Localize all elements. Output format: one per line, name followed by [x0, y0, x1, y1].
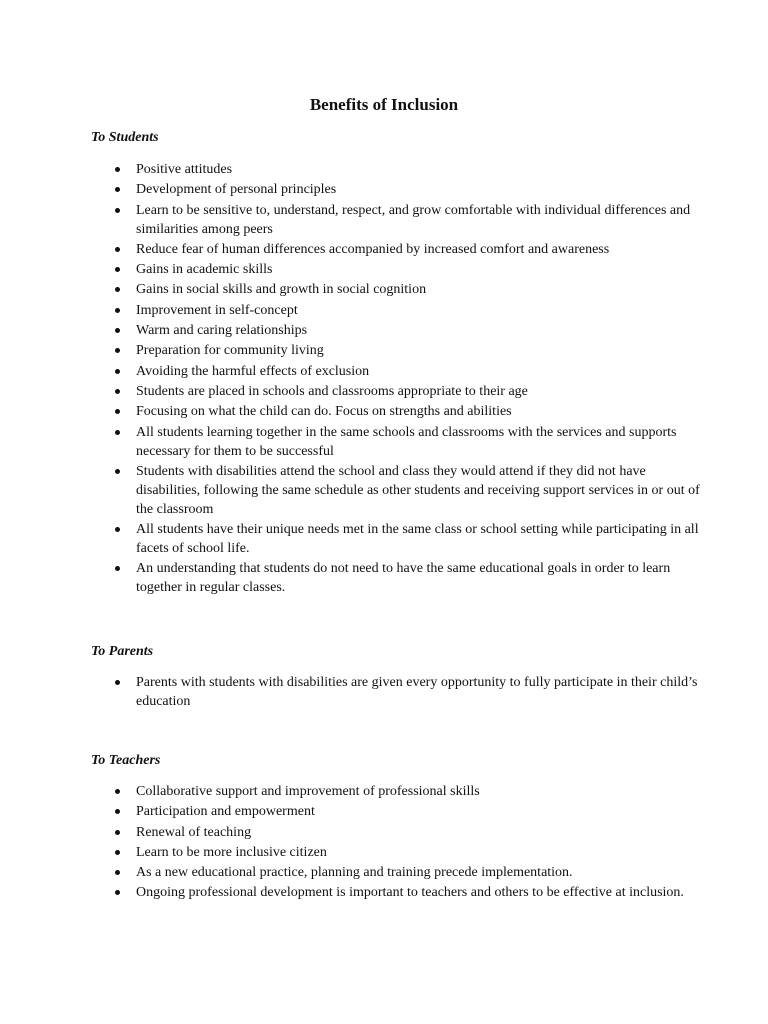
- list-item: [0, 423, 700, 461]
- parents-benefits-list: [0, 673, 700, 712]
- bullet-icon: [115, 870, 120, 875]
- list-item: [0, 260, 700, 279]
- list-item: [0, 201, 700, 239]
- bullet-icon: [115, 247, 120, 252]
- list-item-text: Students are placed in schools and classrooms appropriate to their age: [136, 383, 528, 399]
- list-item: [0, 402, 700, 421]
- bullet-icon: [115, 830, 120, 835]
- section-heading-parents: To Parents: [91, 644, 154, 659]
- page-title: Benefits of Inclusion: [309, 95, 459, 114]
- list-item: [0, 280, 700, 299]
- bullet-icon: [115, 267, 120, 272]
- list-item: [0, 321, 700, 340]
- list-item-text: Focusing on what the child can do. Focus on strengths and abilities: [136, 404, 512, 420]
- list-item-text: Positive attitudes: [136, 162, 233, 177]
- list-item: [0, 362, 700, 381]
- list-item: [0, 802, 700, 821]
- section-heading-teachers: To Teachers: [91, 753, 161, 768]
- list-item: [0, 559, 700, 597]
- list-item-text: All students learning together in the same schools and classrooms with the services and supports necessary for them to be successful: [136, 424, 677, 459]
- bullet-icon: [115, 389, 120, 394]
- bullet-icon: [115, 328, 120, 333]
- list-item-text: An understanding that students do not need to have the same educational goals in order to learn together in regular classes.: [136, 561, 671, 596]
- list-item: [0, 782, 700, 801]
- list-item-text: As a new educational practice, planning and training precede implementation.: [136, 865, 573, 881]
- bullet-icon: [115, 809, 120, 814]
- list-item: [0, 301, 700, 320]
- list-item-text: Participation and empowerment: [136, 804, 315, 820]
- bullet-icon: [115, 789, 120, 794]
- list-item-text: Reduce fear of human differences accompanied by increased comfort and awareness: [136, 241, 610, 257]
- list-item-text: Development of personal principles: [136, 182, 337, 198]
- list-item-text: Gains in academic skills: [136, 262, 273, 278]
- list-item-text: Collaborative support and improvement of professional skills: [136, 784, 480, 799]
- list-item-text: Ongoing professional development is important to teachers and others to be effective at inclusion.: [136, 885, 684, 901]
- list-item: [0, 883, 700, 902]
- bullet-icon: [115, 680, 120, 685]
- list-item-text: Learn to be more inclusive citizen: [136, 844, 327, 860]
- bullet-icon: [115, 566, 120, 571]
- list-item: [0, 673, 700, 711]
- list-item: [0, 843, 700, 862]
- list-item-text: Parents with students with disabilities are given every opportunity to fully participate in their child’s education: [136, 675, 698, 709]
- list-item-text: Warm and caring relationships: [136, 323, 308, 339]
- bullet-icon: [115, 167, 120, 172]
- list-item: [0, 180, 700, 199]
- list-item-text: Avoiding the harmful effects of exclusion: [136, 363, 370, 379]
- bullet-icon: [115, 409, 120, 414]
- list-item: [0, 462, 700, 519]
- list-item-text: Renewal of teaching: [136, 824, 252, 840]
- bullet-icon: [115, 850, 120, 855]
- list-item-text: Students with disabilities attend the school and class they would attend if they did not have disabilities, following the same schedule as other students and receiving support services in or out of the classroom: [136, 463, 700, 517]
- bullet-icon: [115, 527, 120, 532]
- bullet-icon: [115, 890, 120, 895]
- teachers-benefits-list: [0, 782, 700, 904]
- list-item: [0, 863, 700, 882]
- list-item: [0, 341, 700, 360]
- list-item-text: Preparation for community living: [136, 343, 324, 359]
- bullet-icon: [115, 208, 120, 213]
- bullet-icon: [115, 469, 120, 474]
- list-item: [0, 382, 700, 401]
- list-item: [0, 823, 700, 842]
- section-heading-students: To Students: [91, 130, 159, 145]
- bullet-icon: [115, 308, 120, 313]
- list-item-text: Learn to be sensitive to, understand, respect, and grow comfortable with individual differences and similarities among peers: [136, 202, 691, 237]
- list-item-text: All students have their unique needs met in the same class or school setting while participating in all facets of school life.: [136, 522, 699, 557]
- list-item: [0, 240, 700, 259]
- bullet-icon: [115, 348, 120, 353]
- list-item-text: Gains in social skills and growth in social cognition: [136, 282, 427, 298]
- students-benefits-list: [0, 160, 700, 599]
- list-item: [0, 160, 700, 179]
- bullet-icon: [115, 369, 120, 374]
- bullet-icon: [115, 430, 120, 435]
- list-item-text: Improvement in self-concept: [136, 302, 298, 318]
- bullet-icon: [115, 287, 120, 292]
- list-item: [0, 520, 700, 558]
- bullet-icon: [115, 187, 120, 192]
